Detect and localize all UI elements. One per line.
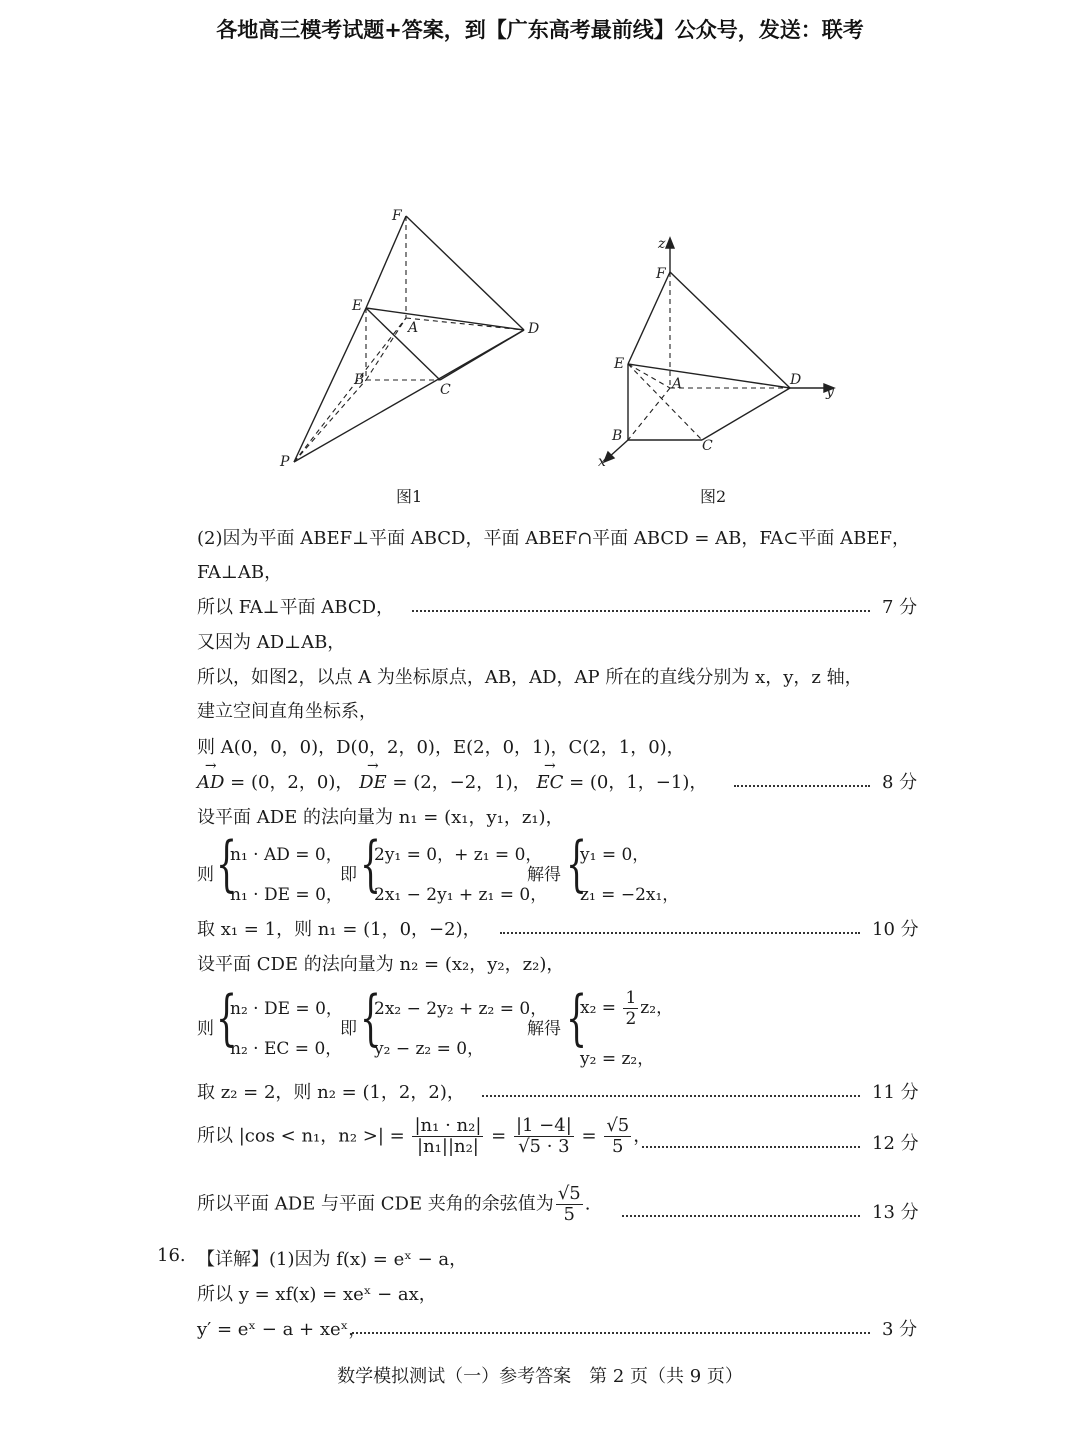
dots-12 xyxy=(642,1128,860,1148)
dots-10 xyxy=(500,914,860,934)
edge-EC xyxy=(366,308,440,380)
label-B: B xyxy=(612,428,623,444)
sol16-number: 16. xyxy=(157,1245,186,1266)
sys2-b1: 2x₂ − 2y₂ + z₂ = 0， xyxy=(374,999,548,1019)
edge-ED xyxy=(628,364,790,388)
figure-2 xyxy=(590,232,850,472)
sys2-a2: n₂ · EC = 0， xyxy=(230,1039,343,1059)
sol15-line4: 又因为 AD⊥AB， xyxy=(197,632,346,653)
label-C: C xyxy=(702,438,713,454)
score-7: 7 分 xyxy=(882,597,918,618)
sol15-line2: FA⊥AB， xyxy=(197,562,283,583)
edge-CD xyxy=(702,388,790,440)
edge-FD xyxy=(670,272,790,388)
sys2-c1: x₂ = $\frac{1}{2}$ z₂， xyxy=(580,988,674,1029)
label-A: A xyxy=(408,320,419,336)
sys2-ji: 即 xyxy=(340,1019,357,1039)
edge-AB xyxy=(628,388,670,440)
sys2-a1: n₂ · DE = 0， xyxy=(230,999,343,1019)
sys2-brace3: { xyxy=(566,983,588,1053)
label-E: E xyxy=(352,298,363,314)
page-footer: 数学模拟测试（一）参考答案 第 2 页（共 9 页） xyxy=(337,1366,743,1387)
dots-3 xyxy=(352,1314,870,1334)
sol15-line9: 设平面 ADE 的法向量为 n₁ = (x₁，y₁，z₁)， xyxy=(197,807,564,828)
label-A: A xyxy=(672,376,683,392)
edge-FD xyxy=(406,216,524,330)
sol15-line11: 设平面 CDE 的法向量为 n₂ = (x₂，y₂，z₂)， xyxy=(197,954,565,975)
edge-PA xyxy=(294,318,406,462)
score-13: 13 分 xyxy=(872,1202,919,1223)
sol15-line12: 取 z₂ = 2，则 n₂ = (1，2，2)， xyxy=(197,1082,465,1103)
sys2-b2: y₂ − z₂ = 0， xyxy=(374,1039,485,1059)
z-arrow xyxy=(666,238,674,248)
edge-FE xyxy=(628,272,670,364)
edge-EC xyxy=(628,364,702,440)
sol15-line3: 所以 FA⊥平面 ABCD， xyxy=(197,597,395,618)
sys1-brace2: { xyxy=(360,829,382,899)
score-8: 8 分 xyxy=(882,772,918,793)
label-D: D xyxy=(528,321,540,337)
sys2-brace2: { xyxy=(360,983,382,1053)
sol16-line3: y′ = eˣ − a + xeˣ， xyxy=(197,1319,367,1340)
sys1-jd: 解得 xyxy=(527,865,561,885)
edge-AD xyxy=(406,318,524,330)
dots-7 xyxy=(412,592,870,612)
vector-DE-value: = (2，−2，1)， xyxy=(386,772,531,793)
vector-DE: → DE xyxy=(359,772,387,793)
label-F: F xyxy=(656,266,666,282)
sys1-brace1: { xyxy=(216,829,238,899)
dots-11 xyxy=(482,1077,860,1097)
vector-AD-value: = (0，2，0)， xyxy=(224,772,354,793)
dots-13 xyxy=(622,1197,860,1217)
sol16-line2: 所以 y = xf(x) = xeˣ − ax， xyxy=(197,1284,437,1305)
label-P: P xyxy=(280,454,290,470)
sys1-brace3: { xyxy=(566,829,588,899)
sys1-ji: 即 xyxy=(340,865,357,885)
label-y: y xyxy=(826,384,834,400)
sys2-c2: y₂ = z₂， xyxy=(580,1049,655,1069)
sys1-b2: 2x₁ − 2y₁ + z₁ = 0， xyxy=(374,885,548,905)
figure-2-caption: 图2 xyxy=(700,487,727,506)
edge-PB xyxy=(294,380,366,462)
edge-ED xyxy=(366,308,524,330)
sys2-brace1: { xyxy=(216,983,238,1053)
figure-1 xyxy=(270,200,560,480)
score-10: 10 分 xyxy=(872,919,919,940)
sys2-ze: 则 xyxy=(197,1019,214,1039)
sol16-line1: 【详解】(1)因为 f(x) = eˣ − a， xyxy=(197,1249,468,1270)
sol15-line5: 所以，如图2，以点 A 为坐标原点，AB，AD，AP 所在的直线分别为 x，y，z 轴， xyxy=(197,667,863,688)
score-11: 11 分 xyxy=(872,1082,919,1103)
score-3: 3 分 xyxy=(882,1319,918,1340)
sys1-c1: y₁ = 0， xyxy=(580,845,650,865)
header-banner: 各地高三模考试题+答案，到【广东高考最前线】公众号，发送：联考 xyxy=(216,18,864,42)
sol15-line1: (2)因为平面 ABEF⊥平面 ABCD，平面 ABEF∩平面 ABCD = AB，FA⊂平面 ABEF， xyxy=(197,528,910,549)
figure-1-caption: 图1 xyxy=(396,487,423,506)
sys1-a2: n₁ · DE = 0， xyxy=(230,885,343,905)
sol15-line6: 建立空间直角坐标系， xyxy=(197,701,377,722)
label-D: D xyxy=(790,372,802,388)
dots-8 xyxy=(734,767,870,787)
sol15-line10: 取 x₁ = 1，则 n₁ = (1，0，−2)， xyxy=(197,919,481,940)
vector-EC: → EC xyxy=(536,772,563,793)
sys1-ze: 则 xyxy=(197,865,214,885)
score-12: 12 分 xyxy=(872,1133,919,1154)
label-F: F xyxy=(392,208,402,224)
label-B: B xyxy=(354,372,365,388)
sys2-jd: 解得 xyxy=(527,1019,561,1039)
label-C: C xyxy=(440,382,451,398)
sol15-final-line: 所以平面 ADE 与平面 CDE 夹角的余弦值为 $\frac{√5}{5}$ . xyxy=(197,1183,591,1225)
sys1-a1: n₁ · AD = 0， xyxy=(230,845,343,865)
label-x: x xyxy=(598,454,606,470)
vector-EC-value: = (0，1，−1)， xyxy=(563,772,708,793)
sol15-cos-line: 所以 |cos < n₁，n₂ >| = $\frac{\text{|n₁ · n₂|}}{\text{|n₁||n₂|}}$ = $\frac{|1 -4|}{√5 \cdot 3}$ = $\frac{√5}{5}$ ， xyxy=(197,1115,652,1157)
edge-FE xyxy=(366,216,406,308)
label-z: z xyxy=(658,236,666,252)
sol15-vectors-line xyxy=(197,768,707,794)
label-E: E xyxy=(614,356,625,372)
sys1-b1: 2y₁ = 0，+ z₁ = 0， xyxy=(374,845,543,865)
vector-AD: → AD xyxy=(197,772,224,793)
sol15-line7: 则 A(0，0，0)，D(0，2，0)，E(2，0，1)，C(2，1，0)， xyxy=(197,737,685,758)
sys1-c2: z₁ = −2x₁， xyxy=(580,885,680,905)
